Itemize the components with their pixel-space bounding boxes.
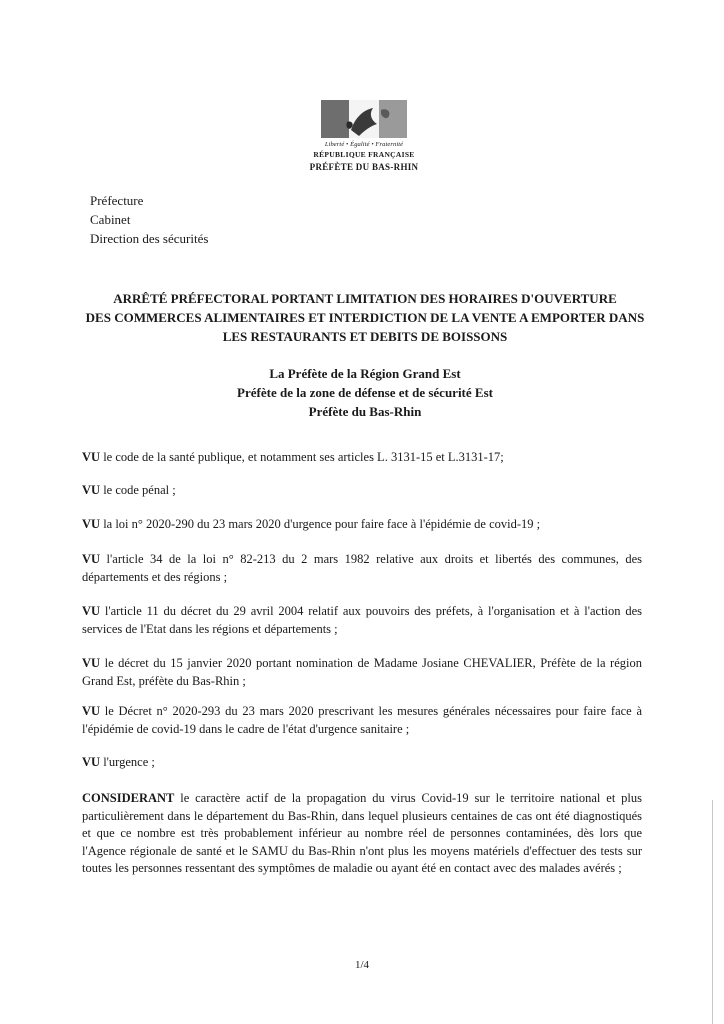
republique-francaise-label: RÉPUBLIQUE FRANÇAISE — [313, 150, 415, 159]
authority-line: Préfète de la zone de défense et de sécurité Est — [237, 385, 493, 400]
title-line: ARRÊTÉ PRÉFECTORAL PORTANT LIMITATION DES HORAIRES D'OUVERTURE — [113, 291, 617, 306]
authority-block — [140, 364, 590, 421]
paragraph-vu-decret-2004 — [82, 603, 642, 638]
paragraph-lead: VU — [82, 552, 101, 566]
paragraph-vu-decret-2020-293 — [82, 703, 642, 738]
decree-title — [70, 289, 660, 346]
paragraph-text: le code de la santé publique, et notamment ses articles L. 3131-15 et L.3131-17; — [100, 450, 504, 464]
paragraph-lead: VU — [82, 704, 101, 718]
issuer-prefecture: Préfecture — [90, 193, 144, 208]
paragraph-text: le caractère actif de la propagation du virus Covid-19 sur le territoire national et plus particulièrement dans le département du Bas-Rhin, dans lequel plusieurs centaines de cas ont été diagnostiqués et que ce nombre est très probablement inférieur au nombre réel de personnes contaminées, dès lors que l'Agence régionale de santé et le SAMU du Bas-Rhin n'ont plus les moyens matériels d'effectuer des tests sur toutes les personnes ressentant des symptômes de maladie ou ayant été en contact avec des malades avérés ; — [82, 791, 642, 875]
paragraph-considerant — [82, 790, 642, 878]
authority-line: Préfète du Bas-Rhin — [308, 404, 422, 419]
paragraph-lead: VU — [82, 604, 101, 618]
paragraph-text: le code pénal ; — [100, 483, 176, 497]
paragraph-lead: VU — [82, 517, 101, 531]
marianne-logo-icon — [321, 100, 407, 138]
paragraph-vu-loi-82-213 — [82, 551, 642, 586]
republic-motto: Liberté • Égalité • Fraternité — [324, 141, 404, 148]
paragraph-lead: VU — [82, 755, 101, 769]
authority-line: La Préfète de la Région Grand Est — [269, 366, 461, 381]
title-line: DES COMMERCES ALIMENTAIRES ET INTERDICTION DE LA VENTE A EMPORTER DANS — [85, 310, 645, 325]
paragraph-lead: VU — [82, 450, 101, 464]
scan-edge-line — [712, 800, 713, 1024]
paragraph-vu-code-penal — [82, 482, 642, 500]
republic-logo-block — [300, 100, 428, 172]
paragraph-text: l'article 11 du décret du 29 avril 2004 relatif aux pouvoirs des préfets, à l'organisation et à l'action des services de l'Etat dans les régions et départements ; — [82, 604, 642, 636]
paragraph-vu-urgence — [82, 754, 642, 772]
paragraph-text: l'urgence ; — [100, 755, 155, 769]
page-number: 1/4 — [354, 959, 370, 971]
paragraph-text: l'article 34 de la loi n° 82-213 du 2 mars 1982 relative aux droits et libertés des communes, des départements et des régions ; — [82, 552, 642, 584]
paragraph-vu-decret-nomination — [82, 655, 642, 690]
prefete-label: PRÉFÈTE DU BAS-RHIN — [309, 162, 419, 172]
paragraph-text: le Décret n° 2020-293 du 23 mars 2020 prescrivant les mesures générales nécessaires pour faire face à l'épidémie de covid-19 dans le cadre de l'état d'urgence sanitaire ; — [82, 704, 642, 736]
paragraph-lead: CONSIDERANT — [82, 791, 175, 805]
paragraph-text: le décret du 15 janvier 2020 portant nomination de Madame Josiane CHEVALIER, Préfète de la région Grand Est, préfète du Bas-Rhin ; — [82, 656, 642, 688]
title-line: LES RESTAURANTS ET DEBITS DE BOISSONS — [222, 329, 508, 344]
paragraph-text: la loi n° 2020-290 du 23 mars 2020 d'urgence pour faire face à l'épidémie de covid-19 ; — [100, 517, 541, 531]
issuer-direction: Direction des sécurités — [90, 231, 209, 246]
paragraph-vu-loi-2020-290 — [82, 516, 642, 534]
paragraph-lead: VU — [82, 483, 101, 497]
paragraph-lead: VU — [82, 656, 101, 670]
paragraph-vu-code-sante — [82, 449, 642, 467]
issuer-block — [90, 191, 208, 248]
issuer-cabinet: Cabinet — [90, 212, 131, 227]
